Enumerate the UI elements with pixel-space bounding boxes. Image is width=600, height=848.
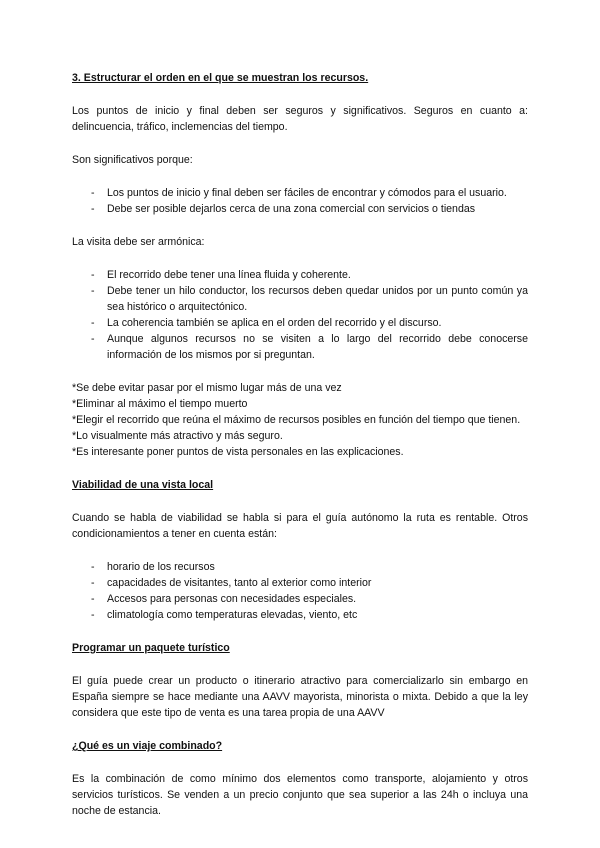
list-item: - capacidades de visitantes, tanto al exterior como interior	[72, 575, 528, 591]
section-title-viaje-combinado: ¿Qué es un viaje combinado?	[72, 740, 223, 752]
section-title-estructurar: 3. Estructurar el orden en el que se muestran los recursos.	[72, 72, 369, 84]
note-line: *Elegir el recorrido que reúna el máximo de recursos posibles en función del tiempo que tienen.	[72, 414, 521, 426]
visit-list	[72, 267, 528, 363]
section-title-viabilidad: Viabilidad de una vista local	[72, 479, 214, 491]
list-item: - climatología como temperaturas elevadas, viento, etc	[72, 607, 528, 623]
note-line: *Lo visualmente más atractivo y más seguro.	[72, 430, 283, 442]
significant-label: Son significativos porque:	[72, 154, 193, 166]
paragraph-programar: El guía puede crear un producto o itinerario atractivo para comercializarlo sin embargo en España siempre se hace mediante una AAVV mayorista, minorista o mixta. Debido a que la ley considera que este tipo de venta es una tarea propia de una AAVV	[72, 675, 528, 719]
list-item: - La coherencia también se aplica en el orden del recorrido y el discurso.	[72, 315, 528, 331]
list-item: - Accesos para personas con necesidades especiales.	[72, 591, 528, 607]
list-item: - Debe ser posible dejarlos cerca de una zona comercial con servicios o tiendas	[72, 201, 528, 217]
document-page	[72, 70, 528, 819]
paragraph-viabilidad: Cuando se habla de viabilidad se habla si para el guía autónomo la ruta es rentable. Otros condicionamientos a tener en cuenta están:	[72, 512, 528, 540]
viabilidad-list	[72, 559, 528, 623]
paragraph-viaje-combinado: Es la combinación de como mínimo dos elementos como transporte, alojamiento y otros servicios turísticos. Se venden a un precio conjunto que sea superior a las 24h o incluya una noche de estancia.	[72, 773, 528, 817]
list-item: - Debe tener un hilo conductor, los recursos deben quedar unidos por un punto común ya sea histórico o arquitectónico.	[72, 283, 528, 315]
section-title-programar: Programar un paquete turístico	[72, 642, 230, 654]
note-line: *Eliminar al máximo el tiempo muerto	[72, 398, 248, 410]
visit-label: La visita debe ser armónica:	[72, 236, 205, 248]
list-item: - El recorrido debe tener una línea fluida y coherente.	[72, 267, 528, 283]
significant-list	[72, 185, 528, 217]
note-line: *Se debe evitar pasar por el mismo lugar más de una vez	[72, 382, 342, 394]
paragraph-puntos-inicio: Los puntos de inicio y final deben ser seguros y significativos. Seguros en cuanto a: delincuencia, tráfico, inclemencias del tiempo.	[72, 105, 528, 133]
list-item: - Aunque algunos recursos no se visiten a lo largo del recorrido debe conocerse información de los mismos por si preguntan.	[72, 331, 528, 363]
list-item: - Los puntos de inicio y final deben ser fáciles de encontrar y cómodos para el usuario.	[72, 185, 528, 201]
list-item: - horario de los recursos	[72, 559, 528, 575]
notes-block	[72, 380, 528, 460]
note-line: *Es interesante poner puntos de vista personales en las explicaciones.	[72, 446, 404, 458]
